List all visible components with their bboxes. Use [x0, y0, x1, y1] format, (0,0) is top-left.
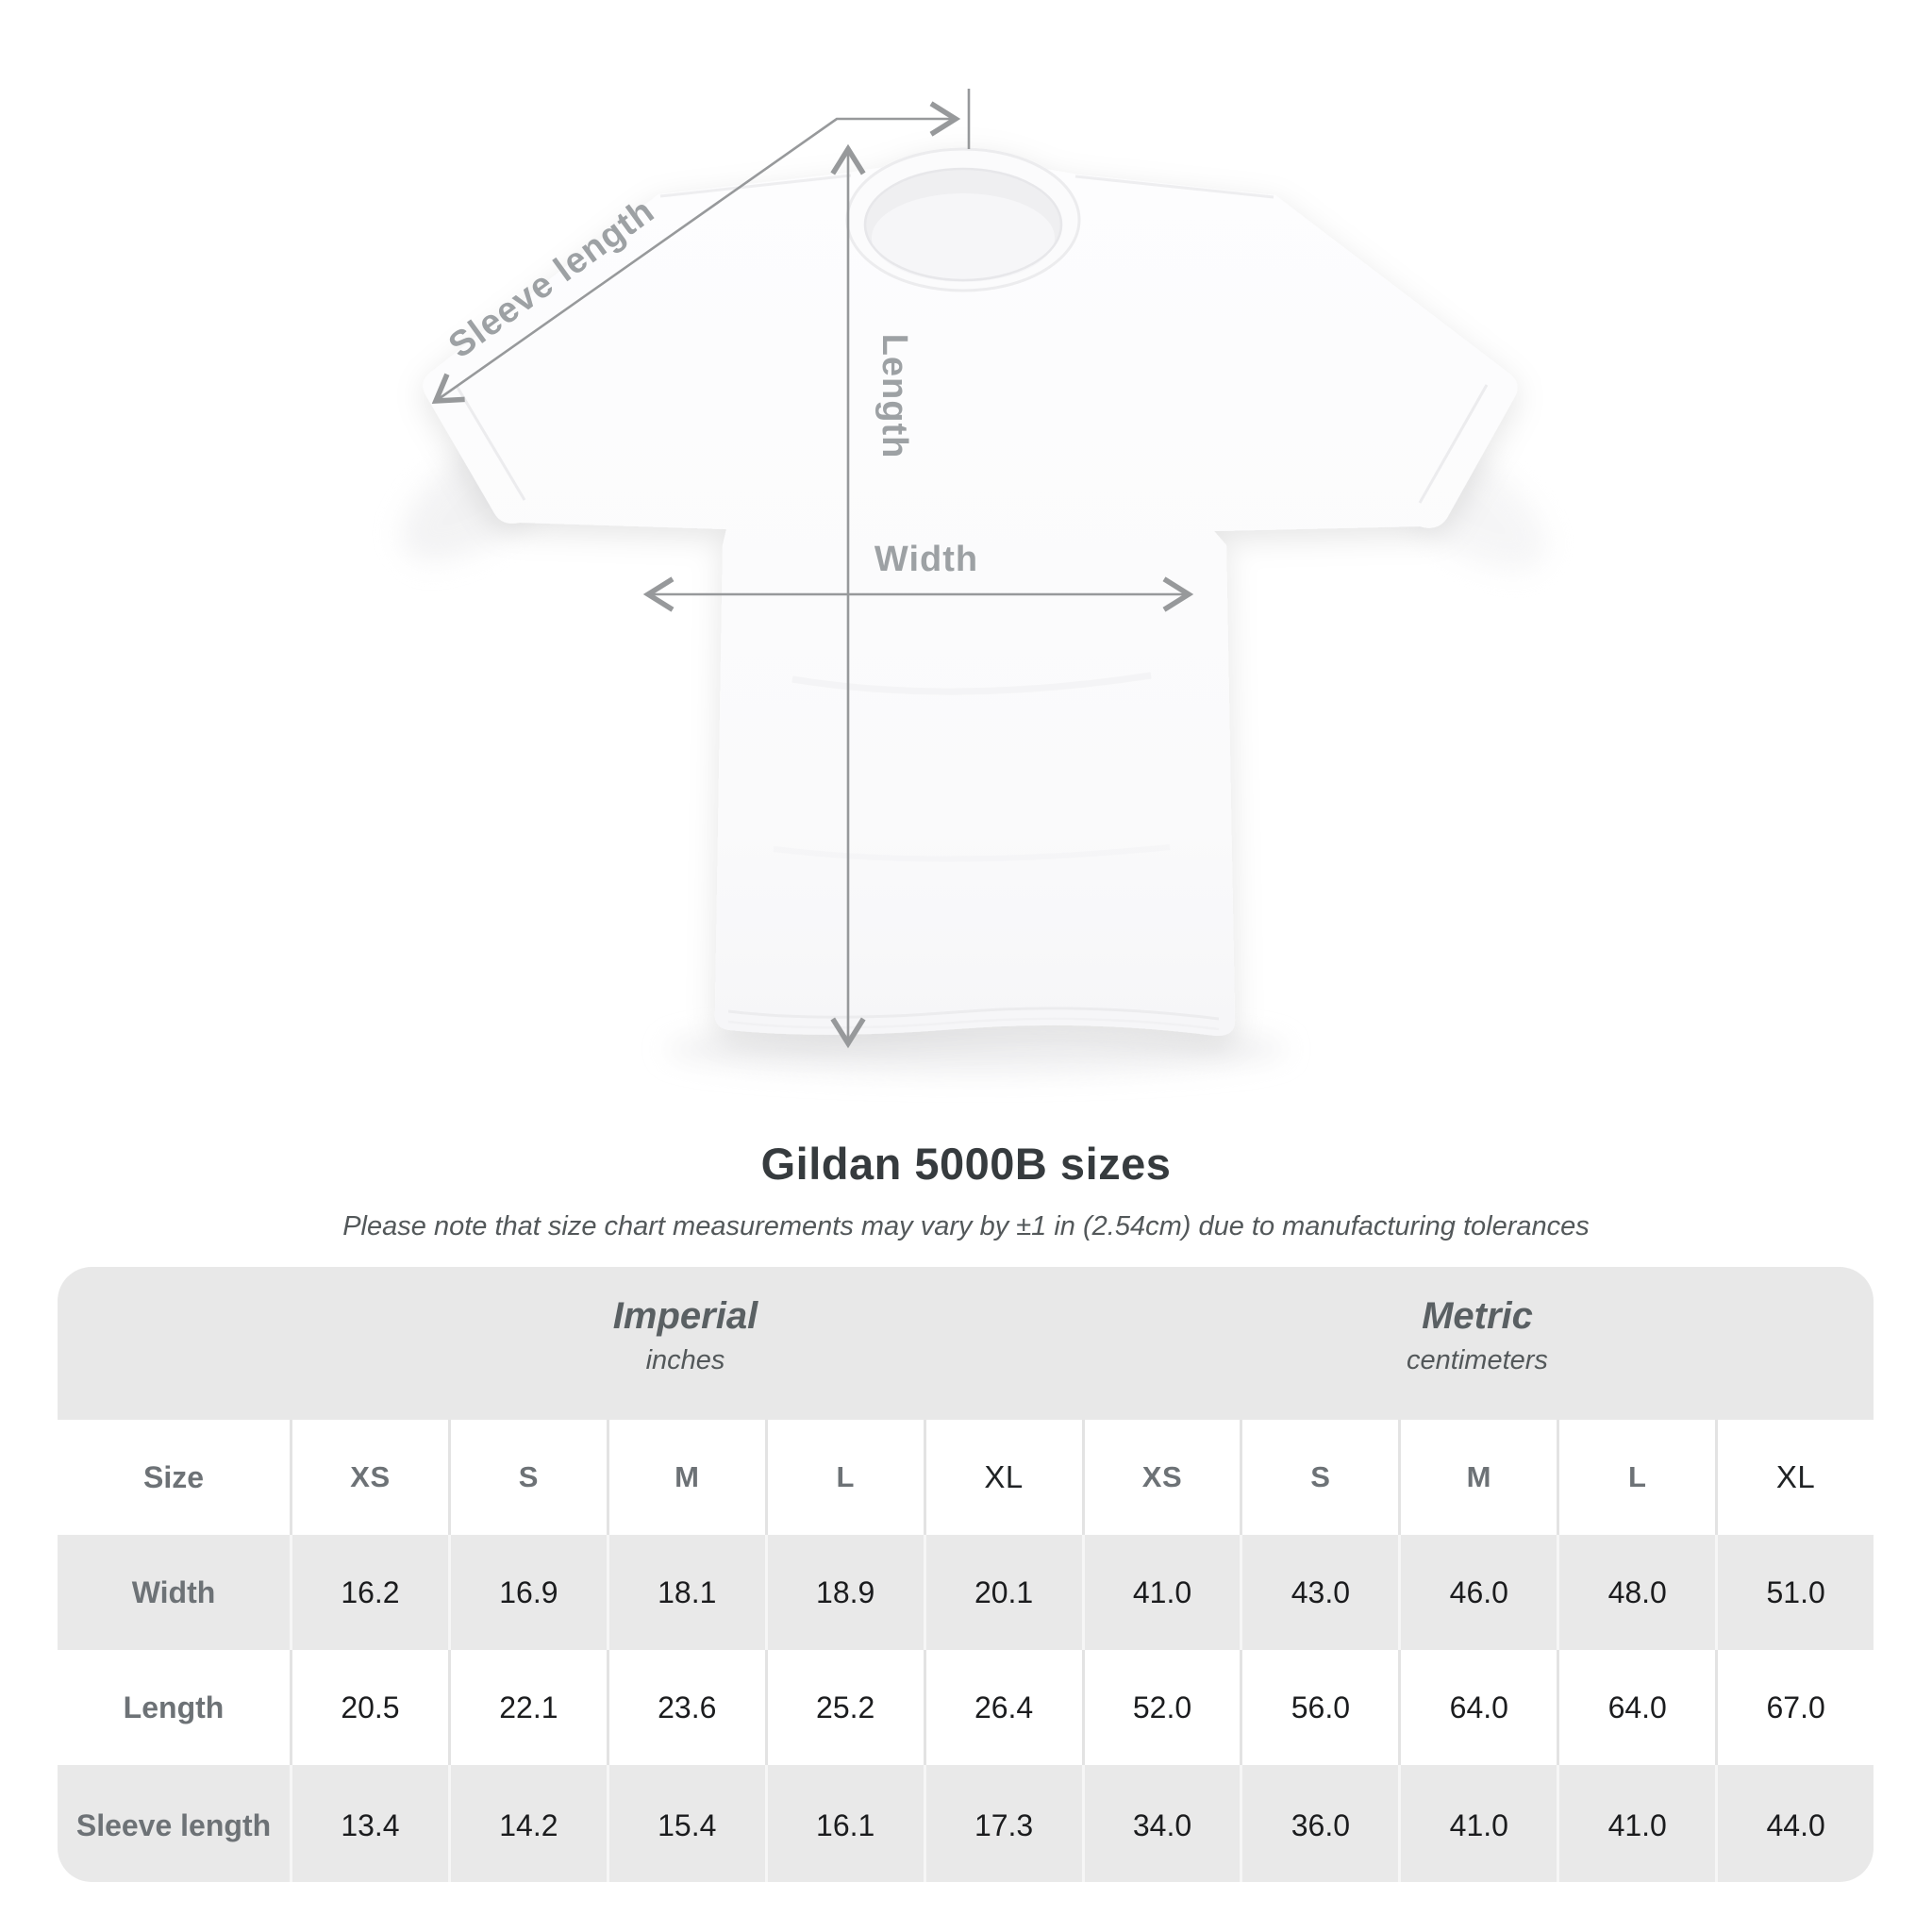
width-imperial-l: 18.9 — [765, 1535, 924, 1650]
table-rows — [58, 1420, 1874, 1882]
sleeve-imperial-s: 14.2 — [448, 1765, 607, 1882]
length-metric-m: 64.0 — [1398, 1650, 1557, 1765]
width-label: Width — [874, 540, 979, 579]
length-imperial-m: 23.6 — [607, 1650, 765, 1765]
metric-title: Metric — [1422, 1295, 1533, 1337]
length-imperial-xl: 26.4 — [924, 1650, 1082, 1765]
tolerance-note: Please note that size chart measurements may vary by ±1 in (2.54cm) due to manufacturing tolerances — [342, 1211, 1590, 1241]
length-metric-s: 56.0 — [1240, 1650, 1398, 1765]
length-imperial-xs: 20.5 — [290, 1650, 448, 1765]
sleeve-metric-l: 41.0 — [1557, 1765, 1715, 1882]
length-metric-xl: 67.0 — [1715, 1650, 1874, 1765]
metric-unit: centimeters — [1407, 1345, 1548, 1375]
width-metric-xs: 41.0 — [1082, 1535, 1241, 1650]
width-row — [58, 1535, 1874, 1650]
col-header-metric-xl: XL — [1715, 1420, 1874, 1535]
length-row — [58, 1650, 1874, 1765]
size-column-header: Size — [142, 1459, 205, 1494]
length-metric-l: 64.0 — [1557, 1650, 1715, 1765]
imperial-unit: inches — [645, 1345, 725, 1375]
col-header-metric-s: S — [1240, 1420, 1398, 1535]
width-metric-s: 43.0 — [1240, 1535, 1398, 1650]
col-header-metric-xs: XS — [1082, 1420, 1241, 1535]
sleeve-length-label: Sleeve length — [441, 191, 662, 367]
width-imperial-xl: 20.1 — [924, 1535, 1082, 1650]
row-label-sleeve-length: Sleeve length — [75, 1807, 272, 1842]
col-header-metric-l: L — [1557, 1420, 1715, 1535]
row-label-length: Length — [123, 1690, 225, 1724]
sleeve-metric-xl: 44.0 — [1715, 1765, 1874, 1882]
length-imperial-s: 22.1 — [448, 1650, 607, 1765]
width-metric-l: 48.0 — [1557, 1535, 1715, 1650]
sleeve-imperial-xl: 17.3 — [924, 1765, 1082, 1882]
imperial-title: Imperial — [612, 1295, 758, 1337]
imperial-header — [290, 1267, 1081, 1420]
page-title: Gildan 5000B sizes — [760, 1139, 1172, 1189]
sleeve-metric-m: 41.0 — [1398, 1765, 1557, 1882]
width-metric-m: 46.0 — [1398, 1535, 1557, 1650]
width-imperial-xs: 16.2 — [290, 1535, 448, 1650]
metric-header — [1081, 1267, 1874, 1420]
length-metric-xs: 52.0 — [1082, 1650, 1241, 1765]
length-imperial-l: 25.2 — [765, 1650, 924, 1765]
size-table — [58, 1267, 1874, 1882]
sleeve-metric-s: 36.0 — [1240, 1765, 1398, 1882]
tshirt-illustration — [423, 149, 1517, 1036]
col-header-imperial-l: L — [765, 1420, 924, 1535]
unit-header-band — [58, 1267, 1874, 1420]
col-header-imperial-m: M — [607, 1420, 765, 1535]
sleeve-imperial-m: 15.4 — [607, 1765, 765, 1882]
sleeve-length-row — [58, 1765, 1874, 1882]
col-header-imperial-xs: XS — [290, 1420, 448, 1535]
sleeve-imperial-l: 16.1 — [765, 1765, 924, 1882]
width-imperial-m: 18.1 — [607, 1535, 765, 1650]
sleeve-metric-xs: 34.0 — [1082, 1765, 1241, 1882]
col-header-imperial-s: S — [448, 1420, 607, 1535]
length-label: Length — [874, 333, 914, 459]
table-header-row — [58, 1420, 1874, 1535]
width-metric-xl: 51.0 — [1715, 1535, 1874, 1650]
collar — [847, 149, 1079, 291]
sleeve-imperial-xs: 13.4 — [290, 1765, 448, 1882]
width-imperial-s: 16.9 — [448, 1535, 607, 1650]
row-label-width: Width — [131, 1574, 216, 1609]
col-header-imperial-xl: XL — [924, 1420, 1082, 1535]
col-header-metric-m: M — [1398, 1420, 1557, 1535]
